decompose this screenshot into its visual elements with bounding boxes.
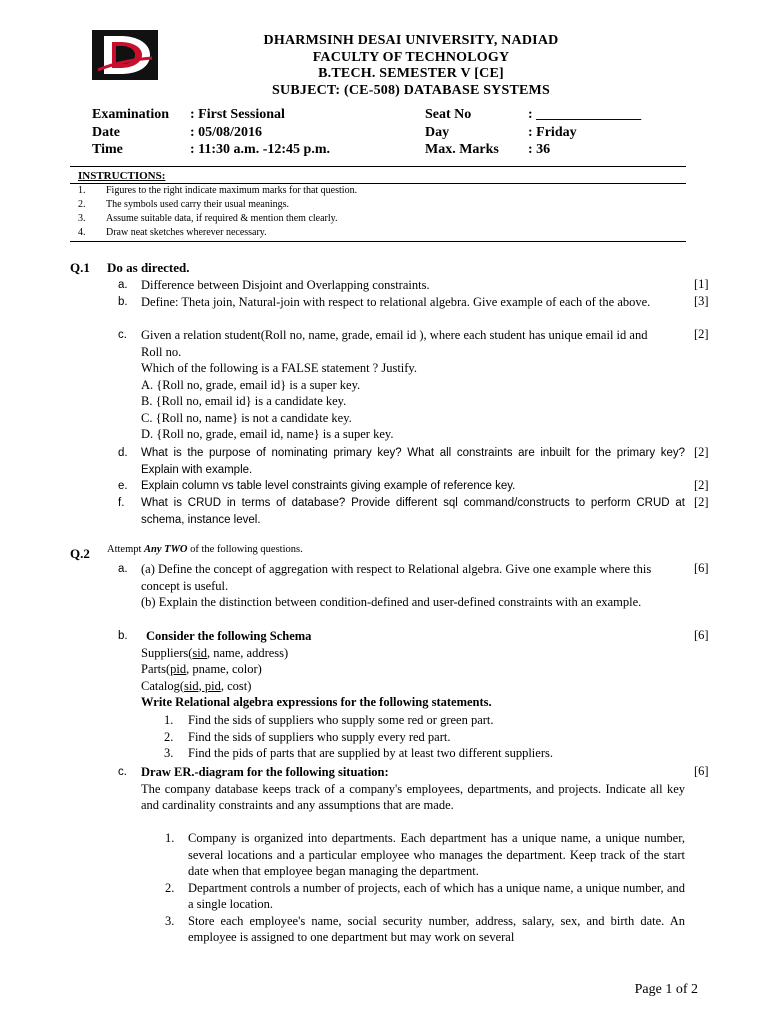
q2c-list (165, 830, 685, 946)
subject-name: SUBJECT: (CE-508) DATABASE SYSTEMS (272, 83, 550, 98)
q1c-text: Given a relation student(Roll no, name, grade, email id ), where each student has unique email id and Roll no. Which of the following is a FALSE statement ? Justify. A. {Roll no, grade, email id} is a super key. B. {Roll no, email id} is a candidate key. C. {Roll no, name} is not a candidate key. D. {Roll no, grade, email id, name} is a super key. (141, 328, 648, 441)
q1d-text: What is the purpose of nominating primary key? What all constraints are inbuilt for the primary key? Explain with example. (141, 447, 685, 476)
faculty-name: FACULTY OF TECHNOLOGY (312, 50, 510, 65)
program-name: B.TECH. SEMESTER V [CE] (318, 66, 504, 81)
q1-number: Q.1 (70, 260, 90, 275)
date-label: Date (92, 125, 120, 140)
q2c-text (141, 764, 685, 814)
q1e-text: Explain column vs table level constraints giving example of reference key. (141, 480, 516, 492)
examination-value: : First Sessional (190, 107, 285, 122)
q1a-text: Difference between Disjoint and Overlapping constraints. (141, 278, 430, 292)
time-label: Time (92, 142, 123, 157)
instructions-heading: INSTRUCTIONS: (78, 170, 166, 182)
exam-info (0, 107, 768, 159)
instruction-item: 3. Assume suitable data, if required & mention them clearly. (78, 213, 338, 224)
seat-value: : _______________ (528, 107, 642, 122)
max-marks-label: Max. Marks (425, 142, 499, 157)
list-item: 1. Find the sids of suppliers who supply some red or green part. (164, 713, 494, 727)
list-item: 3. Store each employee's name, social security number, address, salary, sex, and birth date. An employee is assigned to one department but may work on several (165, 913, 685, 944)
max-marks-value: : 36 (528, 142, 551, 157)
q1-title: Do as directed. (107, 260, 190, 275)
date-value: : 05/08/2016 (190, 125, 262, 140)
instruction-item: 1. Figures to the right indicate maximum marks for that question. (78, 185, 358, 196)
instruction-item: 2. The symbols used carry their usual meanings. (78, 199, 290, 210)
q2b-subtitle: Write Relational algebra expressions for the following statements. (141, 695, 492, 709)
q1d-letter: d. (118, 447, 128, 459)
q2-intro: Attempt Any TWO of the following questions. (107, 544, 303, 555)
examination-label: Examination (92, 107, 170, 122)
schema-catalog: Catalog(sid, pid, cost) (141, 678, 252, 693)
q2c-description: The company database keeps track of a company's employees, departments, and projects. Indicate all key and cardinality constraints and any assumptions that are made. (141, 781, 685, 812)
q2a-letter: a. (118, 563, 128, 575)
q2c-title: Draw ER.-diagram for the following situation: (141, 765, 389, 779)
q1b-text: Define: Theta join, Natural-join with respect to relational algebra. Give example of each of the above. (141, 295, 651, 309)
q1d-marks: [2] (694, 445, 709, 459)
q1e-marks: [2] (694, 478, 709, 492)
list-item: 2. Department controls a number of projects, each of which has a unique name, a unique number, and a single location. (165, 880, 685, 911)
schema-suppliers: Suppliers(sid, name, address) (141, 645, 289, 660)
instruction-item: 4. Draw neat sketches wherever necessary. (78, 227, 267, 238)
q2-number: Q.2 (70, 546, 90, 561)
q1f-text: What is CRUD in terms of database? Provide different sql command/constructs to perform CRUD at schema, instance level. (141, 497, 685, 526)
time-value: : 11:30 a.m. -12:45 p.m. (190, 142, 330, 157)
schema-parts: Parts(pid, pname, color) (141, 662, 262, 676)
day-value: : Friday (528, 125, 577, 140)
q1f-marks: [2] (694, 495, 709, 509)
day-label: Day (425, 125, 450, 140)
list-item: 2. Find the sids of suppliers who supply every red part. (164, 729, 451, 744)
q1b-letter: b. (118, 296, 128, 308)
q2b-title: Consider the following Schema (146, 629, 312, 643)
q2b-text (141, 628, 685, 711)
page-number: Page 1 of 2 (634, 982, 698, 997)
q2c-marks: [6] (694, 764, 709, 778)
q1c-marks: [2] (694, 327, 709, 341)
divider-bottom (70, 241, 686, 242)
q2b-list (164, 712, 684, 762)
list-item: 1. Company is organized into departments. Each department has a unique name, a unique number, several locations and a particular employee who manages the department. Keep track of the start date when that employee began managing the department. (165, 831, 685, 878)
q2a-marks: [6] (694, 561, 709, 575)
list-item: 3. Find the pids of parts that are supplied by at least two different suppliers. (164, 746, 553, 760)
q1c-letter: c. (118, 329, 127, 341)
q1f-letter: f. (118, 497, 125, 509)
q2b-letter: b. (118, 630, 128, 642)
q2b-marks: [6] (694, 628, 709, 642)
q1a-letter: a. (118, 279, 128, 291)
q2c-letter: c. (118, 766, 127, 778)
instructions-list (78, 184, 678, 240)
university-name: DHARMSINH DESAI UNIVERSITY, NADIAD (263, 33, 559, 48)
seat-label: Seat No (425, 107, 472, 122)
q2a-text: (a) Define the concept of aggregation with respect to Relational algebra. Give one example where this concept is useful. (b) Explain the distinction between condition-defined and user-defined constraints with an example. (141, 562, 652, 609)
q1a-marks: [1] (694, 277, 709, 291)
q1b-marks: [3] (694, 294, 709, 308)
divider-top (70, 166, 686, 167)
q1e-letter: e. (118, 480, 128, 492)
